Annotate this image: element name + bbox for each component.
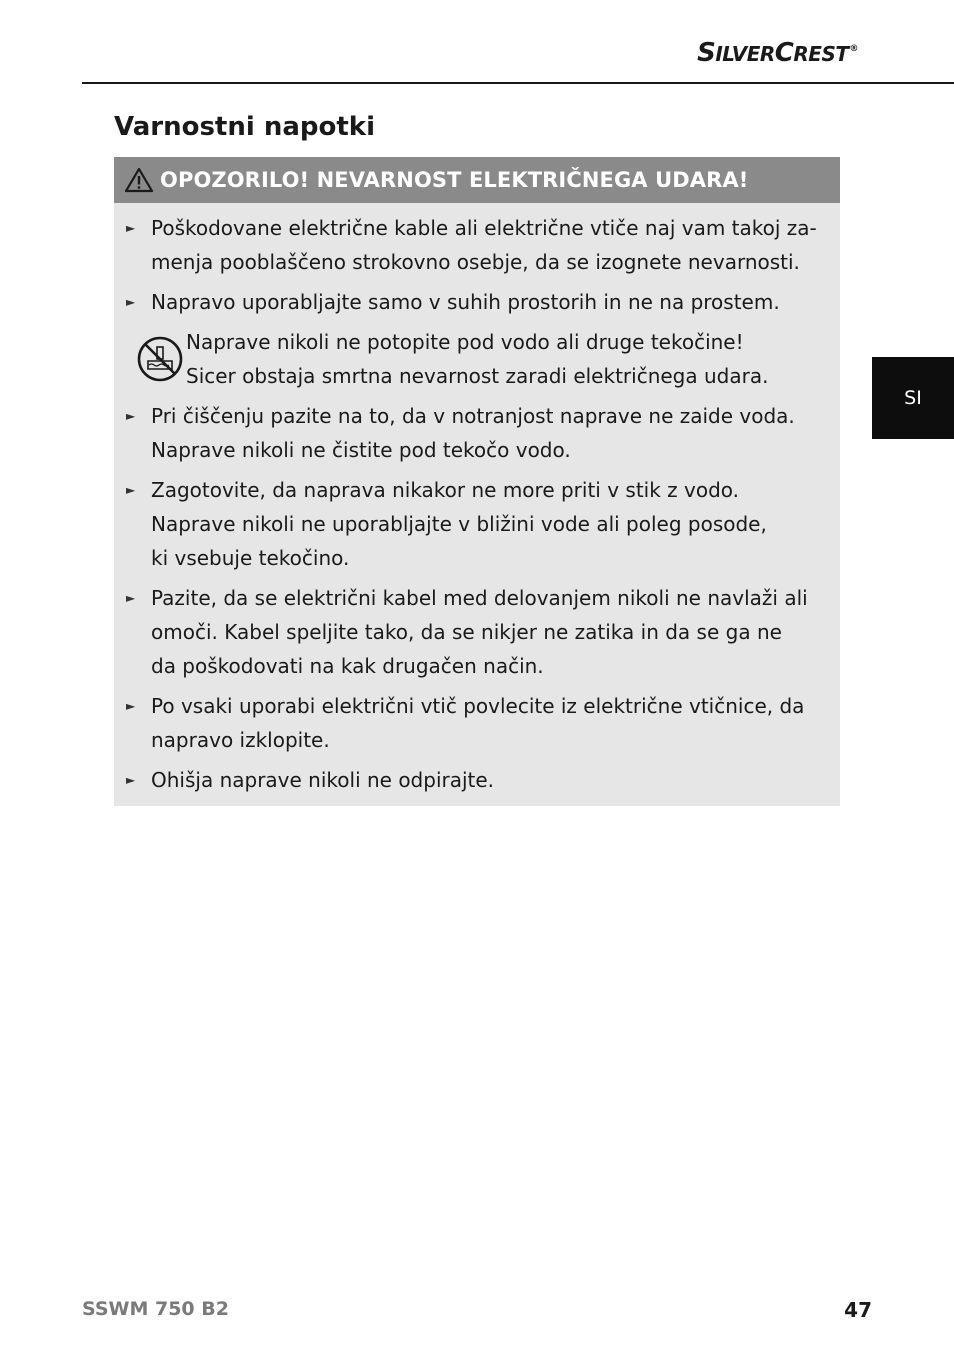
no-immersion-icon [136,335,184,383]
bullet-arrow-icon: ► [126,483,136,497]
text-line: da poškodovati na kak drugačen način. [151,654,544,678]
footer-model: SSWM 750 B2 [82,1298,229,1320]
bullet-arrow-icon: ► [126,409,136,423]
language-tab-label: SI [904,387,922,409]
list-item-text [151,763,830,797]
text-line: Ohišja naprave nikoli ne odpirajte. [151,768,495,792]
immersion-note [124,325,830,393]
list-item [124,473,830,575]
text-line: Naprave nikoli ne čistite pod tekočo vodo. [151,438,571,462]
list-item [124,763,830,797]
warning-body [114,203,840,797]
brand-text: ILVER [715,42,775,66]
brand-letter: C [774,38,794,68]
list-item [124,689,830,757]
list-item [124,211,830,279]
list-item-text [151,399,830,467]
warning-triangle-icon [124,167,154,193]
list-item [124,399,830,467]
text-line: Naprave nikoli ne potopite pod vodo ali druge tekočine! [186,330,744,354]
brand-text: REST [793,42,849,66]
text-line: Naprave nikoli ne uporabljajte v bližini vode ali poleg posode, [151,512,767,536]
bullet-arrow-icon: ► [126,773,136,787]
brand-logo [697,38,858,68]
list-item-text [151,581,830,683]
text-line: Zagotovite, da naprava nikakor ne more priti v stik z vodo. [151,478,740,502]
text-line: napravo izklopite. [151,728,330,752]
bullet-arrow-icon: ► [126,699,136,713]
list-item [124,581,830,683]
text-line: Sicer obstaja smrtna nevarnost zaradi električnega udara. [186,364,769,388]
brand-letter: S [697,38,716,68]
list-item-text [151,473,830,575]
text-line: Pazite, da se električni kabel med delovanjem nikoli ne navlaži ali [151,586,808,610]
page-title: Varnostni napotki [114,112,375,142]
list-item-text [151,689,830,757]
bullet-arrow-icon: ► [126,295,136,309]
text-line: Po vsaki uporabi električni vtič povlecite iz električne vtičnice, da [151,694,805,718]
bullet-arrow-icon: ► [126,591,136,605]
list-item-text [151,285,830,319]
warning-heading: OPOZORILO! NEVARNOST ELEKTRIČNEGA UDARA! [160,168,749,192]
text-line: Napravo uporabljajte samo v suhih prostorih in ne na prostem. [151,290,780,314]
list-item [124,285,830,319]
bullet-arrow-icon: ► [126,221,136,235]
registered-mark: ® [849,44,858,55]
text-line: omoči. Kabel speljite tako, da se nikjer ne zatika in da se ga ne [151,620,782,644]
page-number: 47 [844,1298,872,1322]
text-line: Pri čiščenju pazite na to, da v notranjost naprave ne zaide voda. [151,404,795,428]
text-line: Poškodovane električne kable ali električne vtiče naj vam takoj za- [151,216,817,240]
list-item-text [151,211,830,279]
header-rule [82,82,954,84]
note-text [186,325,768,393]
language-tab [872,357,954,439]
warning-header [114,157,840,203]
text-line: ki vsebuje tekočino. [151,546,350,570]
text-line: menja pooblaščeno strokovno osebje, da se izognete nevarnosti. [151,250,800,274]
warning-box [114,157,840,806]
